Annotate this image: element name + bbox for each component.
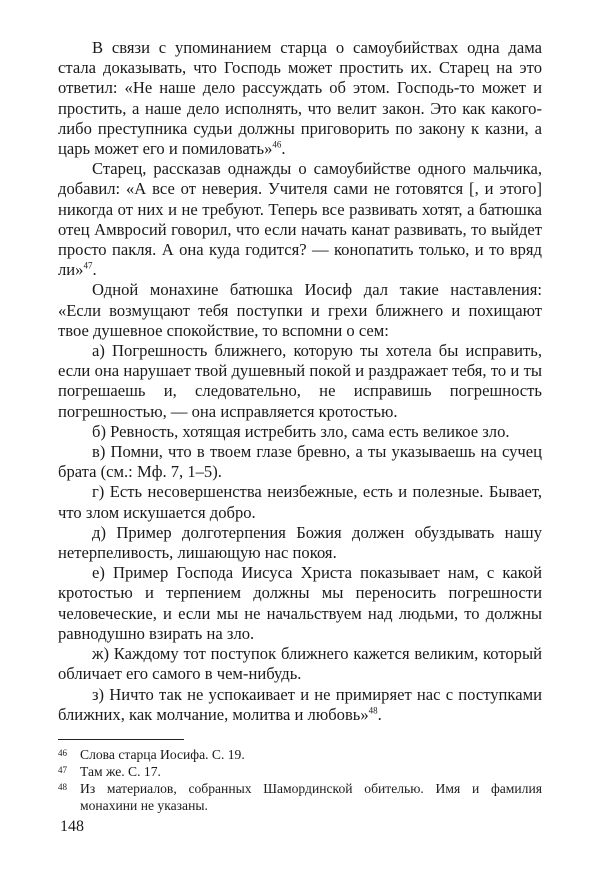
list-item: е) Пример Господа Иисуса Христа показывает нам, с какой кротостью и терпением должны мы переносить погрешности человеческие, и если мы не начальствуем над людьми, то должны равнодушно взирать на зло. [58,563,542,643]
footnote-ref[interactable]: 46 [272,139,282,150]
list-item: а) Погрешность ближнего, которую ты хотела бы исправить, если она нарушает твой душевный покой и раздражает тебя, то и ты погрешаешь и, следовательно, не исправишь погрешность погрешностью, — она исправляется кротостью. [58,341,542,421]
page-body [58,38,542,814]
footnote: 47 Там же. С. 17. [58,763,161,779]
footnote-number: 48 [58,781,67,792]
footnote-number: 47 [58,764,67,775]
footnote-divider [58,739,184,740]
list-item: ж) Каждому тот поступок ближнего кажется великим, который обличает его самого в чем-нибудь. [58,644,542,684]
footnote-ref[interactable]: 48 [368,705,378,716]
footnote: 46 Слова старца Иосифа. С. 19. [58,746,245,762]
list-item: з) Ничто так не успокаивает и не примиряет нас с поступками ближних, как молчание, молитва и любовь»$^{48}$. [58,684,542,724]
footnote: 48 Из материалов, собранных Шамординской обителью. Имя и фамилия монахини не указаны. [58,780,542,813]
paragraph: Одной монахине батюшка Иосиф дал такие наставления: «Если возмущают тебя поступки и грехи ближнего и похищают твое душевное спокойствие, то вспомни о сем: [58,280,542,340]
page-number: 148 [60,818,84,835]
paragraph: В связи с упоминанием старца о самоубийствах одна дама стала доказывать, что Господь может простить их. Старец на это ответил: «Не наше дело рассуждать об этом. Господь-то может и простить, а наше дело исполнять, что велит закон. Это как какого-либо преступника судьи должны приговорить по закону к казни, а царь может его и помиловать»$^{46}$. [58,38,542,159]
list-item: б) Ревность, хотящая истребить зло, сама есть великое зло. [92,421,510,441]
footnote-number: 46 [58,747,67,758]
list-item: г) Есть несовершенства неизбежные, есть и полезные. Бывает, что злом искушается добро. [58,482,542,522]
paragraph: Старец, рассказав однажды о самоубийстве одного мальчика, добавил: «А все от неверия. Учителя сами не готовятся [, и этого] никогда от них и не требуют. Теперь все развивать хотят, а батюшка отец Амвросий говорил, что если начать канат развивать, то выйдет просто пакля. А она куда годится? — конопатить только, и то вряд ли»$^{47}$. [58,159,542,280]
footnote-ref[interactable]: 47 [83,260,93,271]
list-item: д) Пример долготерпения Божия должен обуздывать нашу нетерпеливость, лишающую нас покоя. [58,522,542,563]
list-item: в) Помни, что в твоем глазе бревно, а ты указываешь на сучец брата (см.: Мф. 7, 1–5). [58,442,542,482]
